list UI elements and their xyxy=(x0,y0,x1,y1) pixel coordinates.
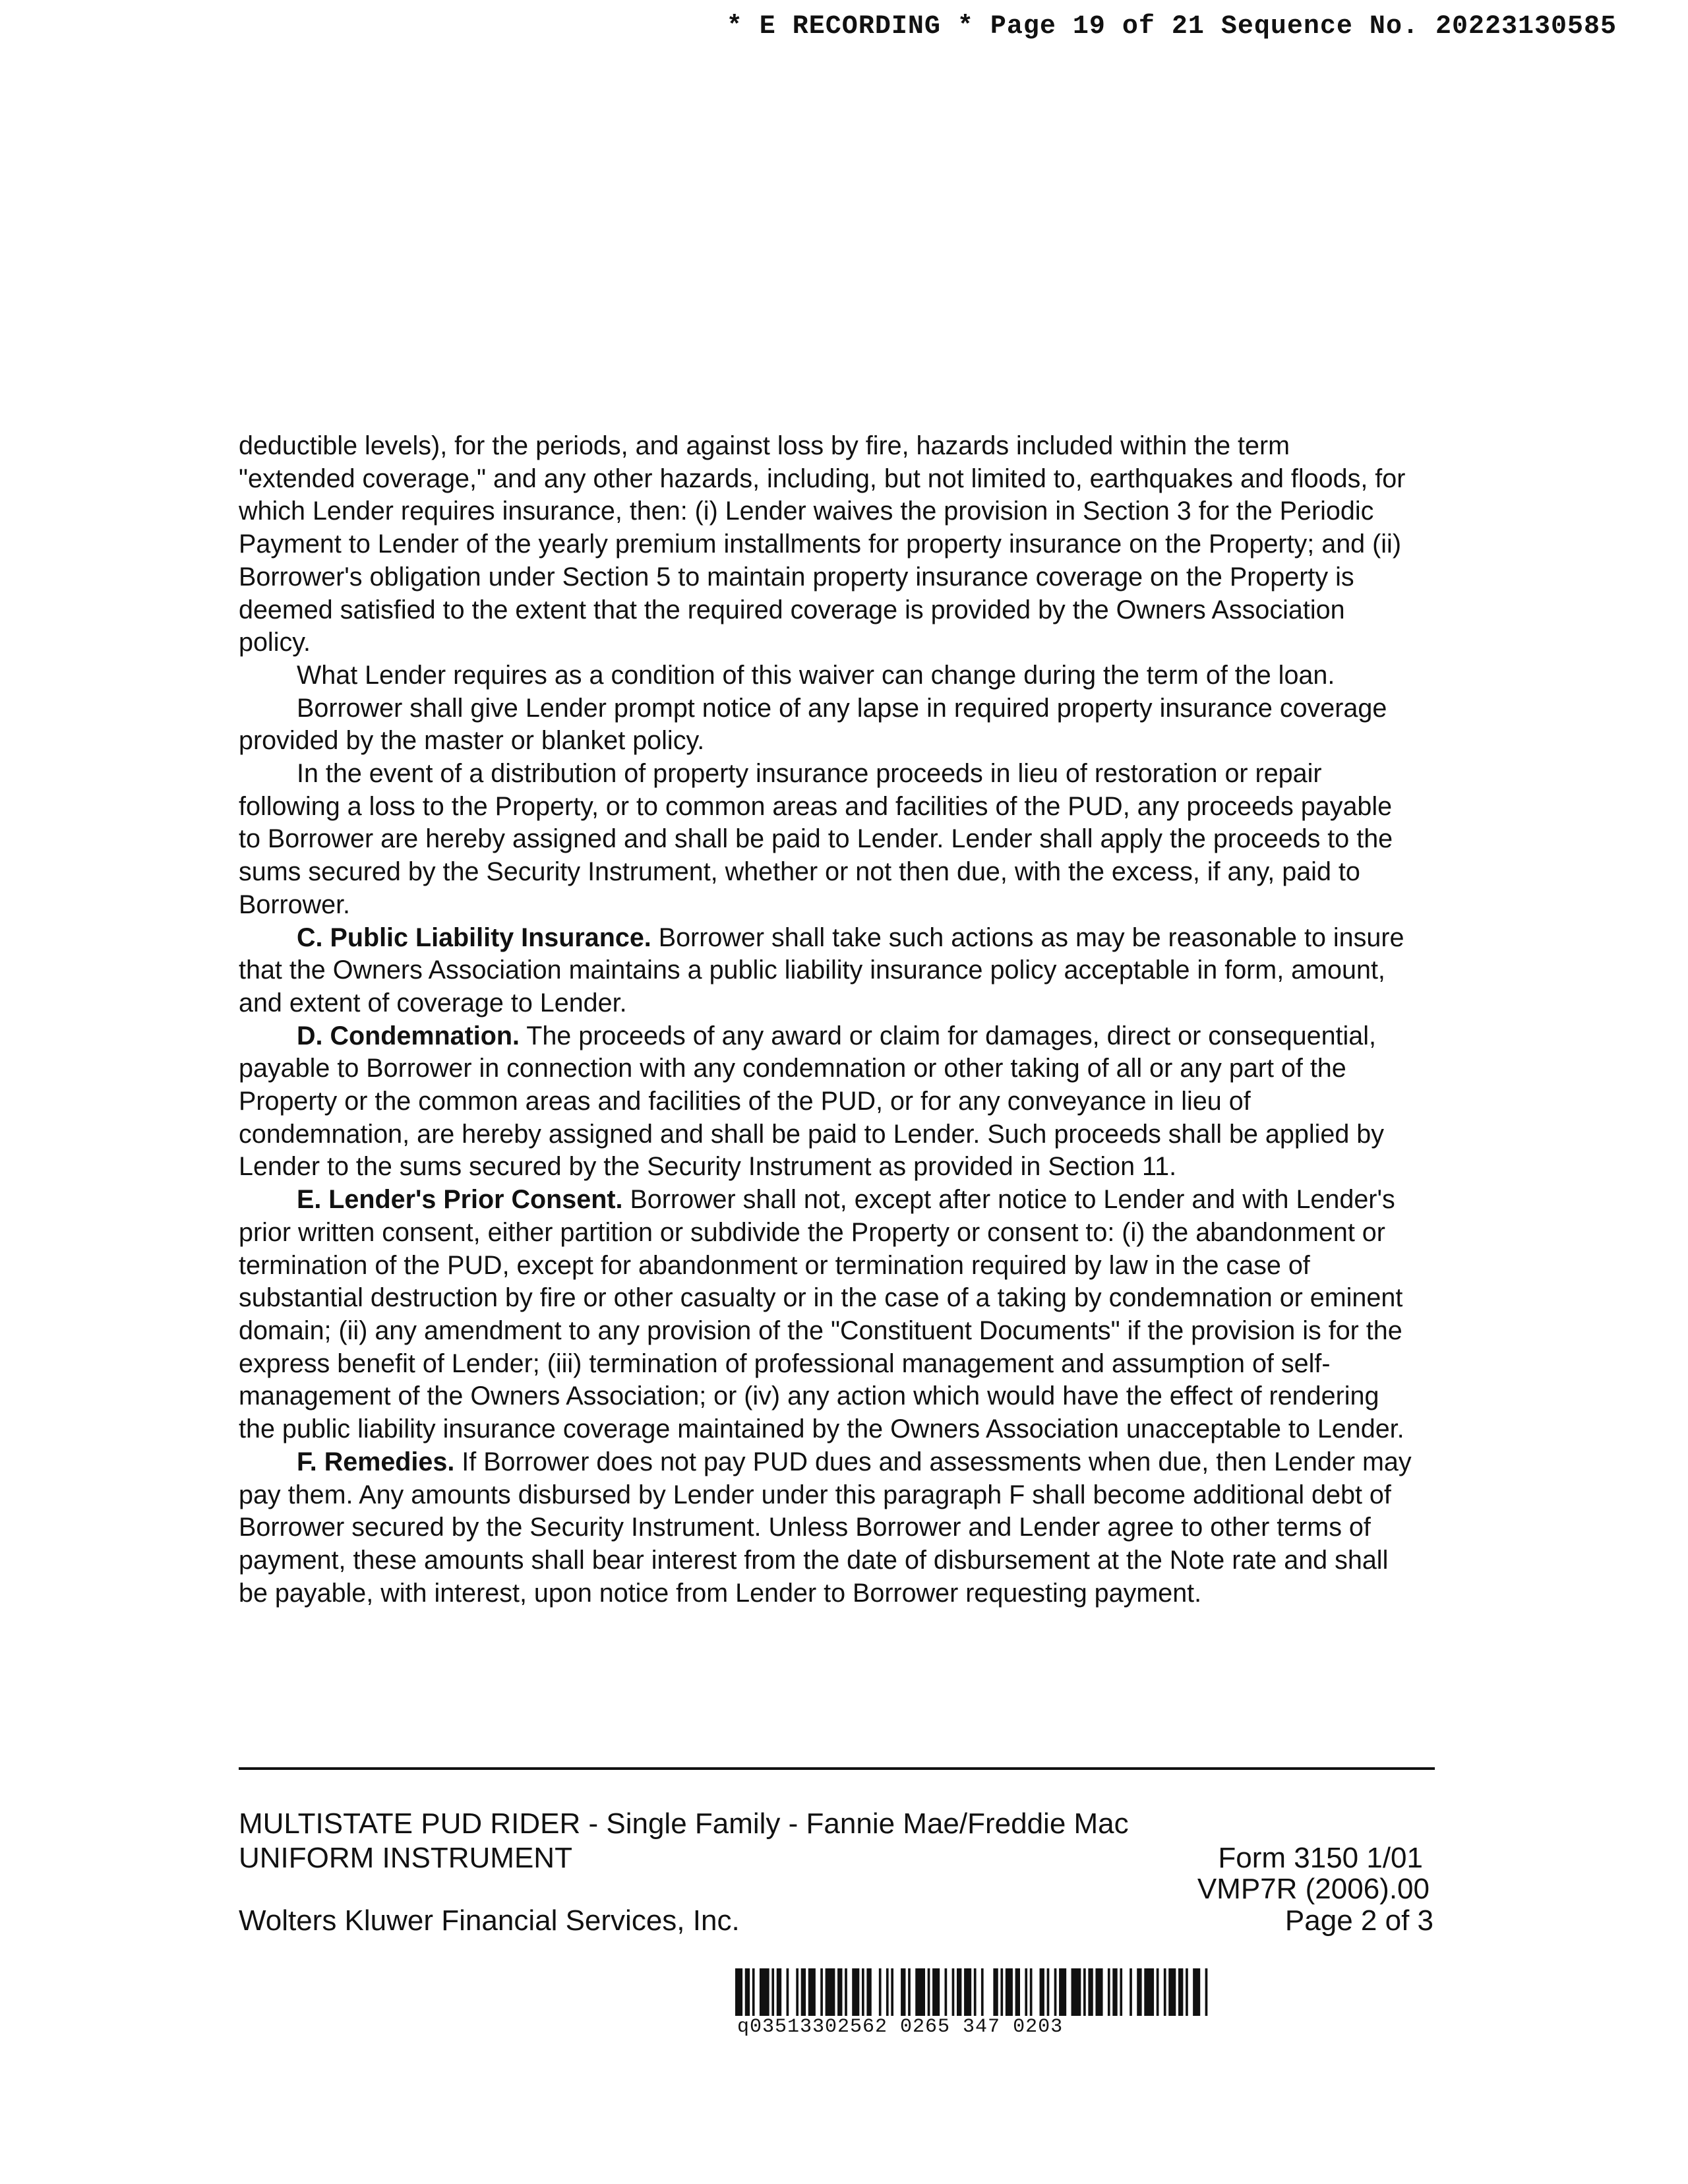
barcode-bar xyxy=(1186,1968,1188,2016)
section-d-condemnation xyxy=(239,1020,1412,1184)
footer-divider xyxy=(239,1767,1435,1770)
barcode-bar xyxy=(1000,1968,1003,2016)
barcode-bar xyxy=(932,1968,940,2016)
barcode-bar xyxy=(891,1968,893,2016)
barcode-bar xyxy=(735,1968,742,2016)
footer-publisher: Wolters Kluwer Financial Services, Inc. xyxy=(239,1904,740,1937)
barcode-bar xyxy=(796,1968,799,2016)
section-f-text: If Borrower does not pay PUD dues and assessments when due, then Lender may pay them. Any amounts disbursed by Lender under this paragraph F shall become additional debt of Borrower secured by the Security Instrument. Unless Borrower and Lender agree to other terms of payment, these amounts shall bear interest from the date of disbursement at the Note rate and shall be payable, with interest, upon notice from Lender to Borrower requesting payment. xyxy=(239,1447,1412,1608)
footer-title-line1: MULTISTATE PUD RIDER - Single Family - Fannie Mae/Freddie Mac xyxy=(239,1807,1129,1840)
barcode-bar xyxy=(952,1968,955,2016)
barcode-bar xyxy=(908,1968,911,2016)
section-c-heading: C. Public Liability Insurance. xyxy=(297,923,651,952)
recording-stamp: * E RECORDING * Page 19 of 21 Sequence No. 20223130585 xyxy=(726,12,1617,42)
barcode-bar xyxy=(1164,1968,1166,2016)
section-f-heading: F. Remedies. xyxy=(297,1447,455,1476)
barcode-bar xyxy=(777,1968,781,2016)
section-f-remedies xyxy=(239,1446,1412,1610)
barcode-bar xyxy=(1030,1968,1033,2016)
barcode-bar xyxy=(862,1968,864,2016)
barcode-bar xyxy=(974,1968,977,2016)
barcode-bar xyxy=(1054,1968,1057,2016)
barcode-bar xyxy=(1006,1968,1013,2016)
footer-page-label: Page 2 of 3 xyxy=(1284,1904,1433,1937)
barcode-bar xyxy=(915,1968,925,2016)
section-d-heading: D. Condemnation. xyxy=(297,1021,520,1050)
barcode-bar xyxy=(879,1968,882,2016)
barcode-bar xyxy=(993,1968,998,2016)
barcode-bar xyxy=(981,1968,984,2016)
paragraph-insurance-waiver: deductible levels), for the periods, and against loss by fire, hazards included within the term "extended coverage," and any other hazards, including, but not limited to, earthquakes and floods, for which Lender requires insurance, then: (i) Lender waives the provision in Section 3 for the Periodic Payment to Lender of the yearly premium installments for property insurance on the Property; and (ii) Borrower's obligation under Section 5 to maintain property insurance coverage on the Property is deemed satisfied to the extent that the required coverage is provided by the Owners Association policy. xyxy=(239,431,1406,657)
barcode-bar xyxy=(1015,1968,1020,2016)
barcode-bar xyxy=(837,1968,842,2016)
barcode-bar xyxy=(1178,1968,1183,2016)
barcode-bar xyxy=(808,1968,816,2016)
barcode-bar xyxy=(1130,1968,1132,2016)
paragraph-insurance-proceeds: In the event of a distribution of property insurance proceeds in lieu of restoration or repair following a loss to the Property, or to common areas and facilities of the PUD, any proceeds payable to Borrower are hereby assigned and shall be paid to Lender. Lender shall apply the proceeds to the sums secured by the Security Instrument, whether or not then due, with the excess, if any, paid to Borrower. xyxy=(239,759,1393,919)
barcode-bar xyxy=(1088,1968,1093,2016)
barcode-bar xyxy=(1047,1968,1050,2016)
barcode-bar xyxy=(1157,1968,1159,2016)
barcode-bar xyxy=(1108,1968,1110,2016)
barcode-caption: q03513302562 0265 347 0203 xyxy=(737,2016,1064,2038)
barcode-bar xyxy=(1137,1968,1141,2016)
barcode-bar xyxy=(1095,1968,1102,2016)
barcode-bar xyxy=(1071,1968,1081,2016)
barcode-bar xyxy=(852,1968,859,2016)
section-e-text: Borrower shall not, except after notice to Lender and with Lender's prior written consent, either partition or subdivide the Property or consent to: (i) the abandonment or termination of the PUD, except for abandonment or termination required by law in the case of substantial destruction by fire or other casualty or in the case of a taking by condemnation or eminent domain; (ii) any amendment to any provision of the "Constituent Documents" if the provision is for the express benefit of Lender; (iii) termination of professional management and assumption of self-management of the Owners Association; or (iv) any action which would have the effect of rendering the public liability insurance coverage maintained by the Owners Association unacceptable to Lender. xyxy=(239,1185,1404,1444)
barcode xyxy=(735,1968,1210,2016)
barcode-bar xyxy=(760,1968,769,2016)
barcode-bar xyxy=(1193,1968,1200,2016)
barcode-bar xyxy=(1083,1968,1086,2016)
barcode-bar xyxy=(1205,1968,1208,2016)
barcode-bar xyxy=(787,1968,789,2016)
barcode-bar xyxy=(1112,1968,1117,2016)
barcode-bar xyxy=(957,1968,961,2016)
barcode-bar xyxy=(1059,1968,1066,2016)
footer-vmp-code: VMP7R (2006).00 xyxy=(1197,1873,1430,1905)
footer-form-number: Form 3150 1/01 xyxy=(1218,1842,1423,1874)
barcode-bar xyxy=(945,1968,948,2016)
barcode-bar xyxy=(1168,1968,1176,2016)
barcode-bar xyxy=(1144,1968,1154,2016)
barcode-bar xyxy=(928,1968,930,2016)
barcode-bar xyxy=(801,1968,806,2016)
barcode-bar xyxy=(771,1968,774,2016)
barcode-bar xyxy=(826,1968,835,2016)
barcode-bar xyxy=(866,1968,871,2016)
barcode-bar xyxy=(752,1968,755,2016)
section-e-prior-consent xyxy=(239,1184,1412,1446)
paragraph-lapse-notice: Borrower shall give Lender prompt notice of any lapse in required property insurance coverage provided by the master or blanket policy. xyxy=(239,693,1387,756)
section-d-text: The proceeds of any award or claim for damages, direct or consequential, payable to Borrower in connection with any condemnation or other taking of all or any part of the Property or the common areas and facilities of the PUD, or for any conveyance in lieu of condemnation, are hereby assigned and shall be paid to Lender. Such proceeds shall be applied by Lender to the sums secured by the Security Instrument as provided in Section 11. xyxy=(239,1021,1385,1182)
barcode-bar xyxy=(1025,1968,1027,2016)
barcode-bar xyxy=(745,1968,750,2016)
barcode-bar xyxy=(1040,1968,1044,2016)
barcode-bar xyxy=(1120,1968,1122,2016)
paragraph-waiver-condition: What Lender requires as a condition of this waiver can change during the term of the loan. xyxy=(297,660,1335,690)
section-c-public-liability xyxy=(239,922,1412,1020)
barcode-bar xyxy=(964,1968,971,2016)
section-c-text: Borrower shall take such actions as may be reasonable to insure that the Owners Association maintains a public liability insurance policy acceptable in form, amount, and extent of coverage to Lender. xyxy=(239,923,1404,1017)
barcode-bar xyxy=(901,1968,905,2016)
footer-title-line2: UNIFORM INSTRUMENT xyxy=(239,1842,572,1874)
barcode-bar xyxy=(886,1968,889,2016)
section-e-heading: E. Lender's Prior Consent. xyxy=(297,1185,623,1215)
barcode-bar xyxy=(845,1968,847,2016)
barcode-bar xyxy=(820,1968,823,2016)
document-body xyxy=(239,430,1412,1610)
